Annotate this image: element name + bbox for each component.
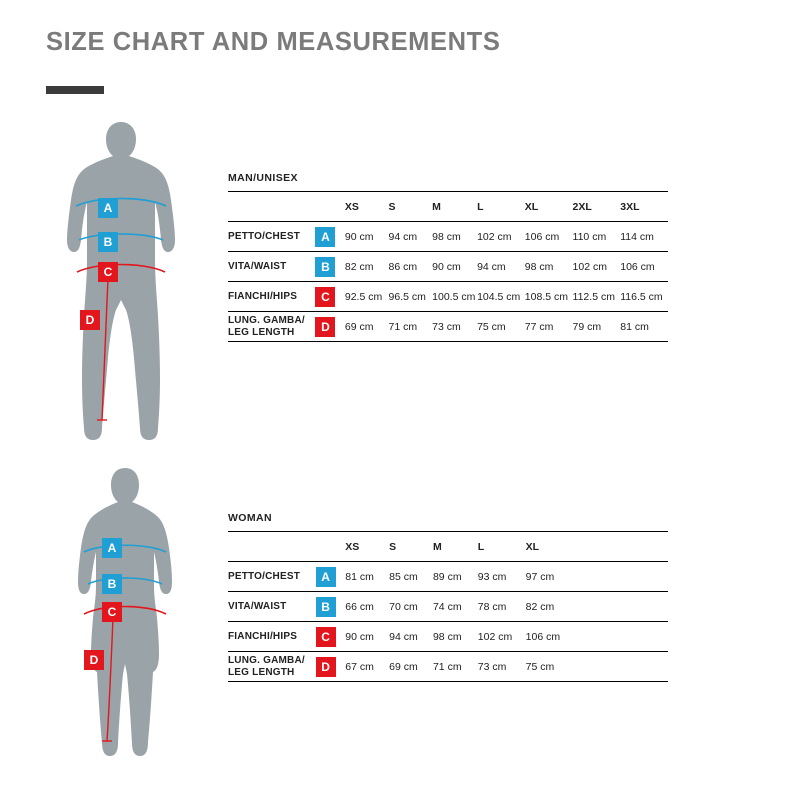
man-chest-3xl: 114 cm [620,222,668,252]
man-row-badge-chest [315,222,344,252]
woman-row-label-leg-line1: LUNG. GAMBA/ [228,655,305,666]
table-row [228,282,668,312]
man-body-figure [46,120,196,450]
woman-row-badge-leg [316,652,346,682]
badge-waist-icon: B [316,597,336,617]
title-underline-rule [46,86,104,94]
woman-waist-xs: 66 cm [345,592,389,622]
woman-row-label-chest [228,562,316,592]
badge-chest-icon: A [315,227,335,247]
woman-body-figure [50,466,200,776]
badge-leg-woman: D [84,650,104,670]
man-row-label-waist [228,252,315,282]
man-leg-3xl: 81 cm [620,312,668,342]
man-hips-s: 96.5 cm [389,282,433,312]
man-waist-s: 86 cm [389,252,433,282]
man-hips-l: 104.5 cm [477,282,525,312]
man-col-xl: XL [525,192,573,222]
man-waist-3xl: 106 cm [620,252,668,282]
woman-row-label-waist [228,592,316,622]
man-waist-l: 94 cm [477,252,525,282]
woman-row-label-leg-line2: LEG LENGTH [228,666,295,678]
man-leg-xs: 69 cm [345,312,389,342]
man-hips-m: 100.5 cm [432,282,477,312]
woman-hips-s: 94 cm [389,622,433,652]
woman-col-xs: XS [345,532,389,562]
table-row [228,222,668,252]
man-chest-xl: 106 cm [525,222,573,252]
woman-row-label-leg [228,652,316,682]
man-chest-2xl: 110 cm [573,222,621,252]
woman-waist-empty-1 [573,592,620,622]
woman-col-empty-2 [621,532,668,562]
woman-body-silhouette [50,466,200,776]
badge-hips-woman: C [102,602,122,622]
man-col-s: S [389,192,433,222]
man-row-label-hips-line1: FIANCHI/HIPS [228,290,298,302]
badge-waist-man: B [98,232,118,252]
badge-waist-woman: B [102,574,122,594]
woman-size-table-block [228,512,668,682]
man-body-silhouette [46,120,196,450]
man-row-badge-leg [315,312,344,342]
badge-leg-icon: D [316,657,336,677]
man-waist-2xl: 102 cm [573,252,621,282]
man-row-label-chest-line1: PETTO/CHEST [228,230,301,242]
woman-waist-empty-2 [621,592,668,622]
woman-leg-xs: 67 cm [345,652,389,682]
woman-waist-s: 70 cm [389,592,433,622]
man-header-badge-spacer [315,192,344,222]
woman-chest-m: 89 cm [433,562,478,592]
woman-row-badge-waist [316,592,346,622]
woman-chest-s: 85 cm [389,562,433,592]
badge-chest-woman: A [102,538,122,558]
woman-row-badge-hips [316,622,346,652]
woman-row-label-hips-line1: FIANCHI/HIPS [228,630,298,642]
man-waist-xl: 98 cm [525,252,573,282]
woman-leg-l: 73 cm [478,652,526,682]
woman-leg-empty-1 [573,652,620,682]
woman-hips-empty-1 [573,622,620,652]
woman-header-spacer [228,532,316,562]
man-header-spacer [228,192,315,222]
woman-row-label-chest-line1: PETTO/CHEST [228,570,301,582]
woman-chest-empty-1 [573,562,620,592]
woman-leg-m: 71 cm [433,652,478,682]
woman-col-m: M [433,532,478,562]
woman-table-header-row [228,532,668,562]
man-leg-s: 71 cm [389,312,433,342]
woman-chest-xl: 97 cm [526,562,574,592]
table-row [228,252,668,282]
woman-hips-empty-2 [621,622,668,652]
badge-chest-icon: A [316,567,336,587]
table-row [228,562,668,592]
man-row-label-waist-line1: VITA/WAIST [228,260,287,272]
man-waist-m: 90 cm [432,252,477,282]
man-waist-xs: 82 cm [345,252,389,282]
woman-leg-empty-2 [621,652,668,682]
man-table-caption: MAN/UNISEX [228,172,298,184]
man-col-3xl: 3XL [620,192,668,222]
man-col-2xl: 2XL [573,192,621,222]
woman-waist-l: 78 cm [478,592,526,622]
woman-hips-l: 102 cm [478,622,526,652]
woman-row-label-waist-line1: VITA/WAIST [228,600,287,612]
man-hips-xs: 92.5 cm [345,282,389,312]
man-hips-3xl: 116.5 cm [620,282,668,312]
woman-waist-xl: 82 cm [526,592,574,622]
woman-table-caption: WOMAN [228,512,272,524]
man-row-badge-hips [315,282,344,312]
badge-leg-icon: D [315,317,335,337]
woman-col-l: L [478,532,526,562]
man-table-header-row [228,192,668,222]
badge-hips-man: C [98,262,118,282]
table-row [228,312,668,342]
woman-size-table [228,531,668,682]
man-size-table [228,191,668,342]
badge-waist-icon: B [315,257,335,277]
woman-leg-s: 69 cm [389,652,433,682]
man-size-table-block [228,172,668,342]
page-title: SIZE CHART AND MEASUREMENTS [46,28,501,56]
man-leg-2xl: 79 cm [573,312,621,342]
woman-hips-xl: 106 cm [526,622,574,652]
man-hips-xl: 108.5 cm [525,282,573,312]
badge-hips-icon: C [315,287,335,307]
woman-chest-xs: 81 cm [345,562,389,592]
table-row [228,652,668,682]
man-col-xs: XS [345,192,389,222]
man-hips-2xl: 112.5 cm [573,282,621,312]
woman-col-s: S [389,532,433,562]
woman-hips-m: 98 cm [433,622,478,652]
man-row-label-leg-line2: LEG LENGTH [228,326,295,338]
woman-waist-m: 74 cm [433,592,478,622]
man-chest-xs: 90 cm [345,222,389,252]
woman-leg-xl: 75 cm [526,652,574,682]
woman-col-xl: XL [526,532,574,562]
man-leg-xl: 77 cm [525,312,573,342]
woman-col-empty-1 [573,532,620,562]
man-row-label-leg-line1: LUNG. GAMBA/ [228,315,305,326]
woman-row-badge-chest [316,562,346,592]
woman-header-badge-spacer [316,532,346,562]
man-row-label-leg [228,312,315,342]
man-leg-m: 73 cm [432,312,477,342]
man-row-label-chest [228,222,315,252]
woman-chest-empty-2 [621,562,668,592]
woman-hips-xs: 90 cm [345,622,389,652]
table-row [228,592,668,622]
man-chest-s: 94 cm [389,222,433,252]
badge-hips-icon: C [316,627,336,647]
man-row-label-hips [228,282,315,312]
man-col-l: L [477,192,525,222]
man-col-m: M [432,192,477,222]
badge-leg-man: D [80,310,100,330]
man-chest-l: 102 cm [477,222,525,252]
woman-row-label-hips [228,622,316,652]
man-row-badge-waist [315,252,344,282]
woman-chest-l: 93 cm [478,562,526,592]
table-row [228,622,668,652]
man-leg-l: 75 cm [477,312,525,342]
man-chest-m: 98 cm [432,222,477,252]
badge-chest-man: A [98,198,118,218]
